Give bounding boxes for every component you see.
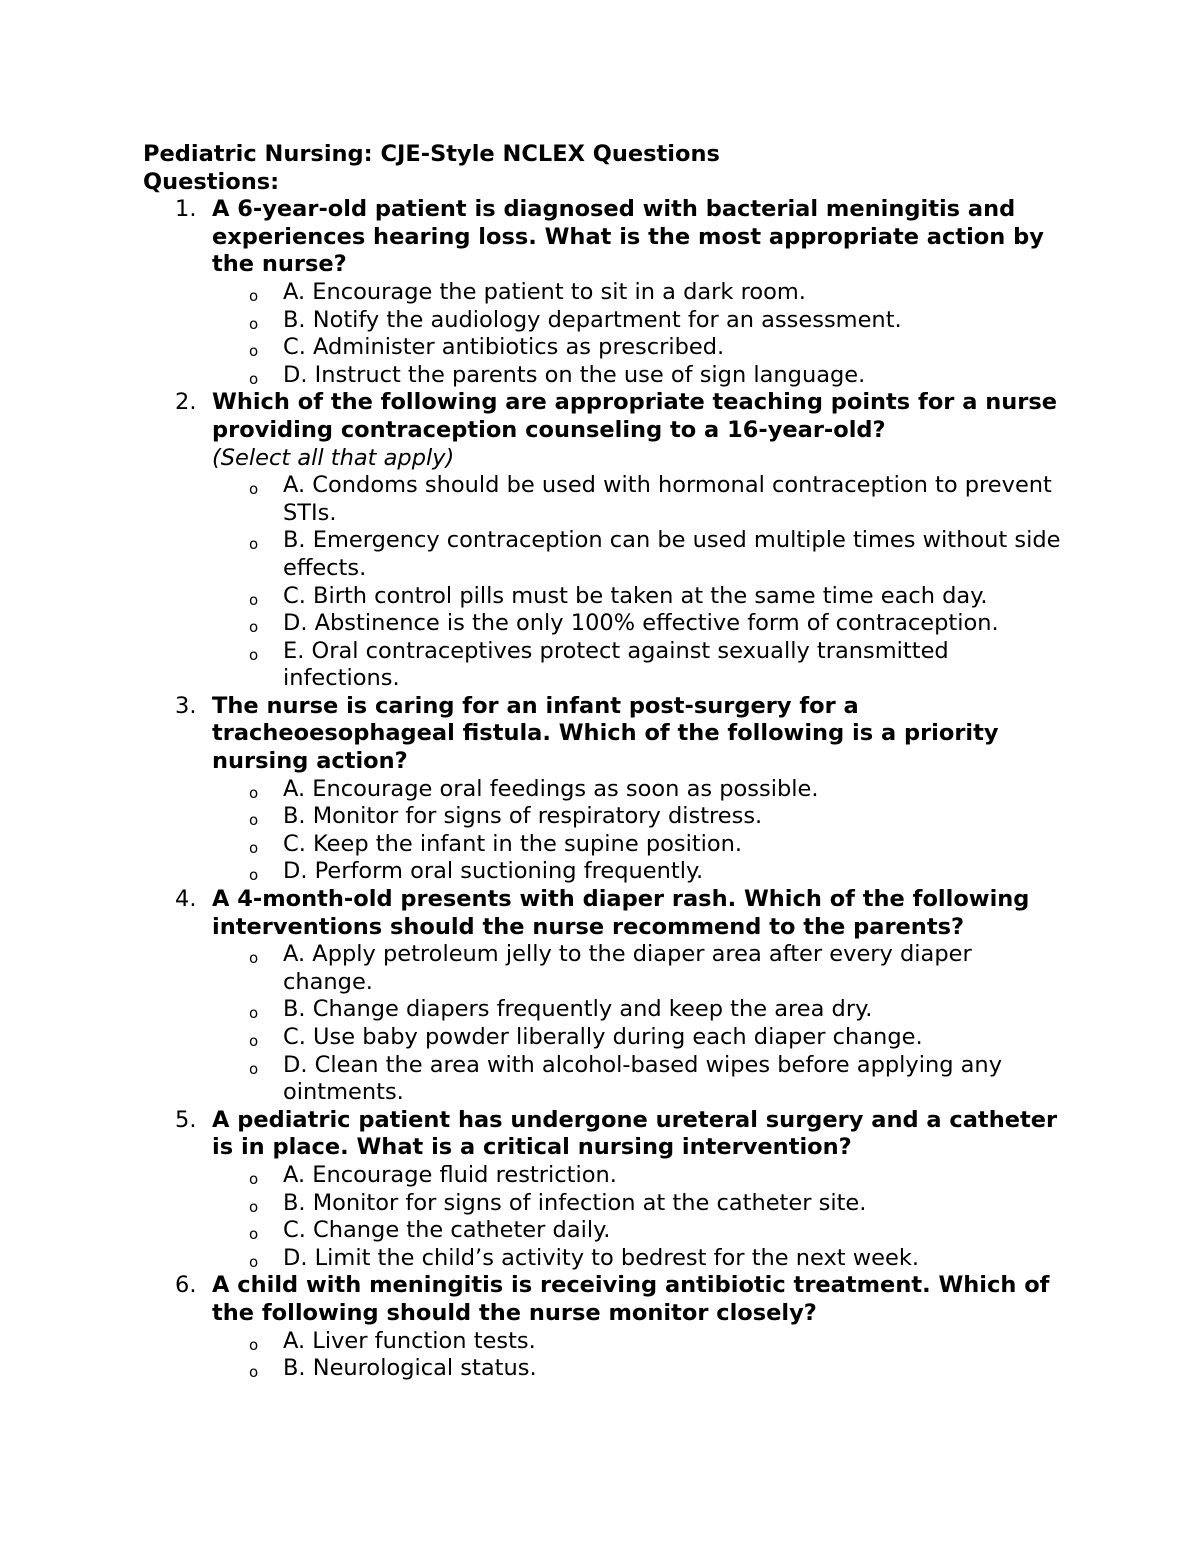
answer-option [212, 1190, 1063, 1218]
answer-option-text: D. Instruct the parents on the use of sign language. [283, 361, 866, 388]
answer-options [212, 279, 1063, 389]
question-item [143, 886, 1063, 1107]
answer-option [212, 472, 1063, 527]
answer-option-text: C. Keep the infant in the supine position. [283, 830, 743, 857]
circle-bullet-icon: o [249, 1197, 259, 1216]
answer-option-text: A. Apply petroleum jelly to the diaper area after every diaper change. [283, 941, 972, 995]
answer-option [212, 941, 1063, 996]
answer-option [212, 583, 1063, 611]
circle-bullet-icon: o [249, 1335, 259, 1354]
answer-option-text: B. Change diapers frequently and keep the area dry. [283, 996, 873, 1023]
answer-option [212, 1355, 1063, 1383]
answer-option [212, 1024, 1063, 1052]
question-number: 6. [175, 1272, 197, 1299]
answer-option [212, 776, 1063, 804]
answer-options [212, 1162, 1063, 1272]
answer-option [212, 307, 1063, 335]
circle-bullet-icon: o [249, 314, 259, 333]
question-item [143, 389, 1063, 693]
document-title: Pediatric Nursing: CJE-Style NCLEX Questions [143, 141, 720, 167]
question-item [143, 196, 1063, 389]
answer-option-text: C. Administer antibiotics as prescribed. [283, 334, 725, 361]
answer-option [212, 638, 1063, 693]
answer-option-text: C. Birth control pills must be taken at the same time each day. [283, 582, 988, 609]
answer-options [212, 941, 1063, 1107]
circle-bullet-icon: o [249, 838, 259, 857]
circle-bullet-icon: o [249, 1004, 259, 1023]
answer-option-text: A. Condoms should be used with hormonal contraception to prevent STIs. [283, 472, 1052, 526]
question-text: A 4-month-old presents with diaper rash. Which of the following interventions should the nurse recommend to the parents? [212, 886, 1030, 940]
answer-option [212, 1217, 1063, 1245]
answer-option-text: B. Notify the audiology department for an assessment. [283, 306, 902, 333]
circle-bullet-icon: o [249, 949, 259, 968]
question-item [143, 1272, 1063, 1382]
question-list [143, 196, 1063, 1383]
answer-option-text: B. Emergency contraception can be used multiple times without side effects. [283, 527, 1061, 581]
circle-bullet-icon: o [249, 286, 259, 305]
circle-bullet-icon: o [249, 590, 259, 609]
answer-option [212, 610, 1063, 638]
circle-bullet-icon: o [249, 618, 259, 637]
circle-bullet-icon: o [249, 1169, 259, 1188]
question-number: 2. [175, 389, 197, 416]
question-item [143, 1107, 1063, 1273]
question-note: (Select all that apply) [212, 444, 455, 471]
answer-option [212, 858, 1063, 886]
answer-options [212, 776, 1063, 886]
answer-option-text: B. Monitor for signs of respiratory distress. [283, 803, 763, 830]
answer-option-text: A. Encourage fluid restriction. [283, 1161, 617, 1188]
answer-option [212, 1162, 1063, 1190]
question-text: A child with meningitis is receiving antibiotic treatment. Which of the following should the nurse monitor closely? [212, 1272, 1050, 1326]
question-number: 3. [175, 692, 197, 719]
answer-option-text: A. Encourage oral feedings as soon as possible. [283, 775, 819, 802]
answer-option [212, 831, 1063, 859]
answer-option-text: D. Limit the child’s activity to bedrest for the next week. [283, 1244, 920, 1271]
answer-options [212, 472, 1063, 693]
question-text: Which of the following are appropriate teaching points for a nurse providing contraception counseling to a 16-year-old? [212, 389, 1058, 443]
circle-bullet-icon: o [249, 1225, 259, 1244]
answer-option [212, 279, 1063, 307]
questions-heading: Questions: [143, 168, 280, 195]
circle-bullet-icon: o [249, 1032, 259, 1050]
answer-option-text: B. Monitor for signs of infection at the catheter site. [283, 1189, 867, 1216]
answer-option [212, 527, 1063, 582]
answer-option [212, 1245, 1063, 1273]
question-text: The nurse is caring for an infant post-surgery for a tracheoesophageal fistula. Which of the following is a priority nursing action? [212, 692, 999, 775]
answer-option-text: D. Clean the area with alcohol-based wipes before applying any ointments. [283, 1051, 1003, 1106]
answer-option-text: A. Liver function tests. [283, 1327, 536, 1354]
answer-options [212, 1328, 1063, 1383]
circle-bullet-icon: o [249, 645, 259, 664]
answer-option-text: C. Change the catheter daily. [283, 1217, 611, 1244]
answer-option [212, 334, 1063, 362]
circle-bullet-icon: o [249, 535, 259, 554]
answer-option [212, 996, 1063, 1024]
answer-option-text: B. Neurological status. [283, 1355, 537, 1382]
answer-option [212, 1328, 1063, 1356]
answer-option-text: A. Encourage the patient to sit in a dark room. [283, 278, 806, 305]
circle-bullet-icon: o [249, 369, 259, 388]
question-number: 5. [175, 1106, 197, 1133]
document-page [143, 141, 1063, 1383]
circle-bullet-icon: o [249, 1363, 259, 1382]
question-text: A 6-year-old patient is diagnosed with bacterial meningitis and experiences hearing loss. What is the most appropriate action by the nurse? [212, 196, 1044, 278]
circle-bullet-icon: o [249, 866, 259, 885]
circle-bullet-icon: o [249, 1059, 259, 1078]
question-number: 4. [175, 886, 197, 913]
answer-option [212, 1052, 1063, 1107]
answer-option-text: C. Use baby powder liberally during each diaper change. [283, 1024, 923, 1050]
circle-bullet-icon: o [249, 480, 259, 499]
circle-bullet-icon: o [249, 342, 259, 361]
answer-option [212, 362, 1063, 390]
circle-bullet-icon: o [249, 811, 259, 830]
question-text: A pediatric patient has undergone ureteral surgery and a catheter is in place. What is a critical nursing intervention? [212, 1106, 1058, 1161]
answer-option-text: D. Abstinence is the only 100% effective form of contraception. [283, 610, 999, 637]
circle-bullet-icon: o [249, 1252, 259, 1271]
answer-option [212, 803, 1063, 831]
question-number: 1. [175, 196, 197, 223]
question-item [143, 693, 1063, 886]
circle-bullet-icon: o [249, 783, 259, 802]
answer-option-text: E. Oral contraceptives protect against sexually transmitted infections. [283, 637, 949, 692]
answer-option-text: D. Perform oral suctioning frequently. [283, 858, 704, 885]
